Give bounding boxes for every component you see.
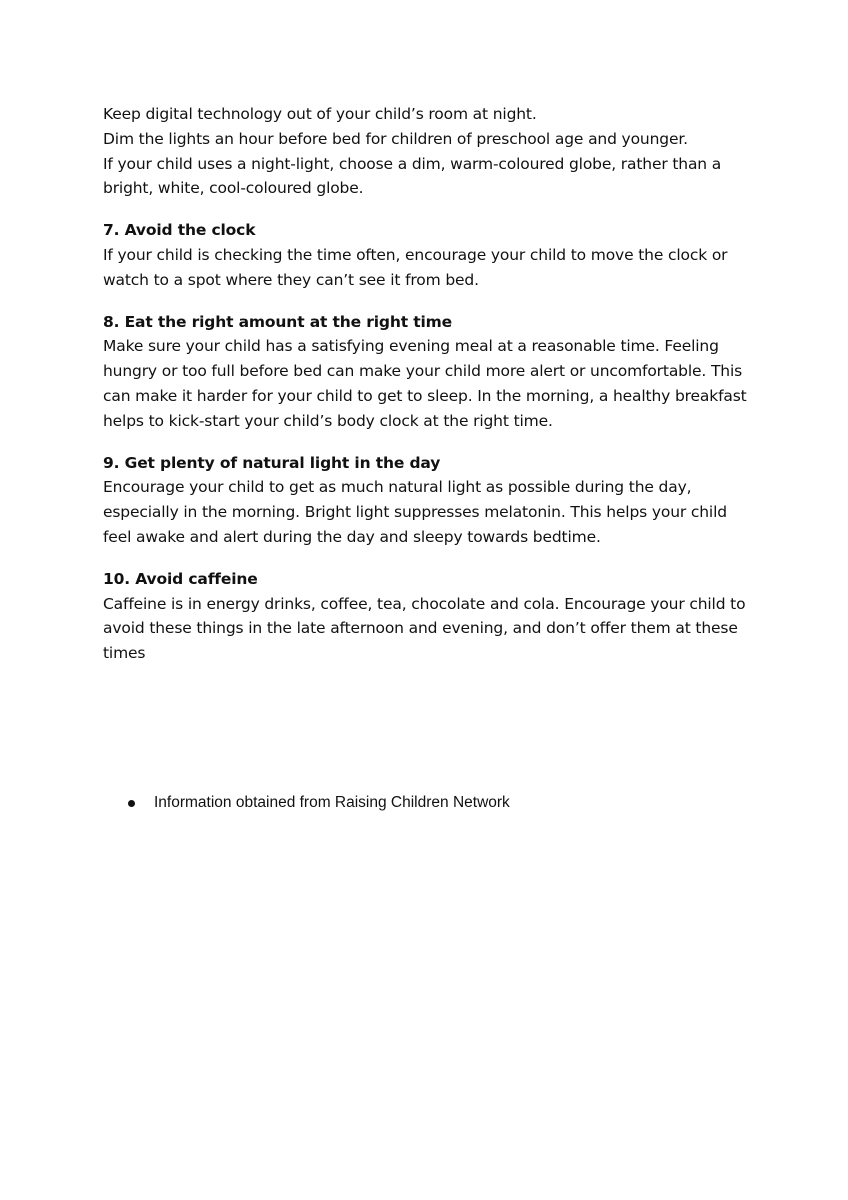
section-heading: 7. Avoid the clock	[103, 221, 256, 240]
intro-line-3: If your child uses a night-light, choose a dim, warm-coloured globe, rather than a bright, white, cool-coloured globe.	[103, 154, 722, 198]
section-body: Encourage your child to get as much natural light as possible during the day, especially in the morning. Bright light suppresses melatonin. This helps your child feel awake and alert during the day and sleepy towards bedtime.	[103, 478, 727, 546]
section-eat-right	[103, 310, 753, 434]
section-heading: 8. Eat the right amount at the right time	[103, 312, 453, 331]
section-body: Caffeine is in energy drinks, coffee, tea, chocolate and cola. Encourage your child to avoid these things in the late afternoon and evening, and don’t offer them at these times	[103, 594, 746, 663]
section-body: Make sure your child has a satisfying evening meal at a reasonable time. Feeling hungry or too full before bed can make your child more alert or uncomfortable. This can make it harder for your child to get to sleep. In the morning, a healthy breakfast helps to kick-start your child’s body clock at the right time.	[103, 337, 747, 430]
section-avoid-clock	[103, 218, 753, 292]
section-avoid-caffeine	[103, 567, 753, 666]
section-heading: 9. Get plenty of natural light in the day	[103, 453, 441, 472]
source-list-item	[103, 791, 510, 815]
intro-line-2: Dim the lights an hour before bed for children of preschool age and younger.	[103, 129, 688, 148]
source-list	[103, 791, 510, 815]
section-heading: 10. Avoid caffeine	[103, 569, 258, 588]
section-body: If your child is checking the time often, encourage your child to move the clock or watch to a spot where they can’t see it from bed.	[103, 245, 728, 289]
bullet-icon	[128, 800, 135, 807]
document-body	[103, 102, 753, 666]
intro-line-1: Keep digital technology out of your child’s room at night.	[103, 105, 537, 123]
section-natural-light	[103, 451, 753, 550]
source-note: Information obtained from Raising Children Network	[154, 794, 510, 811]
